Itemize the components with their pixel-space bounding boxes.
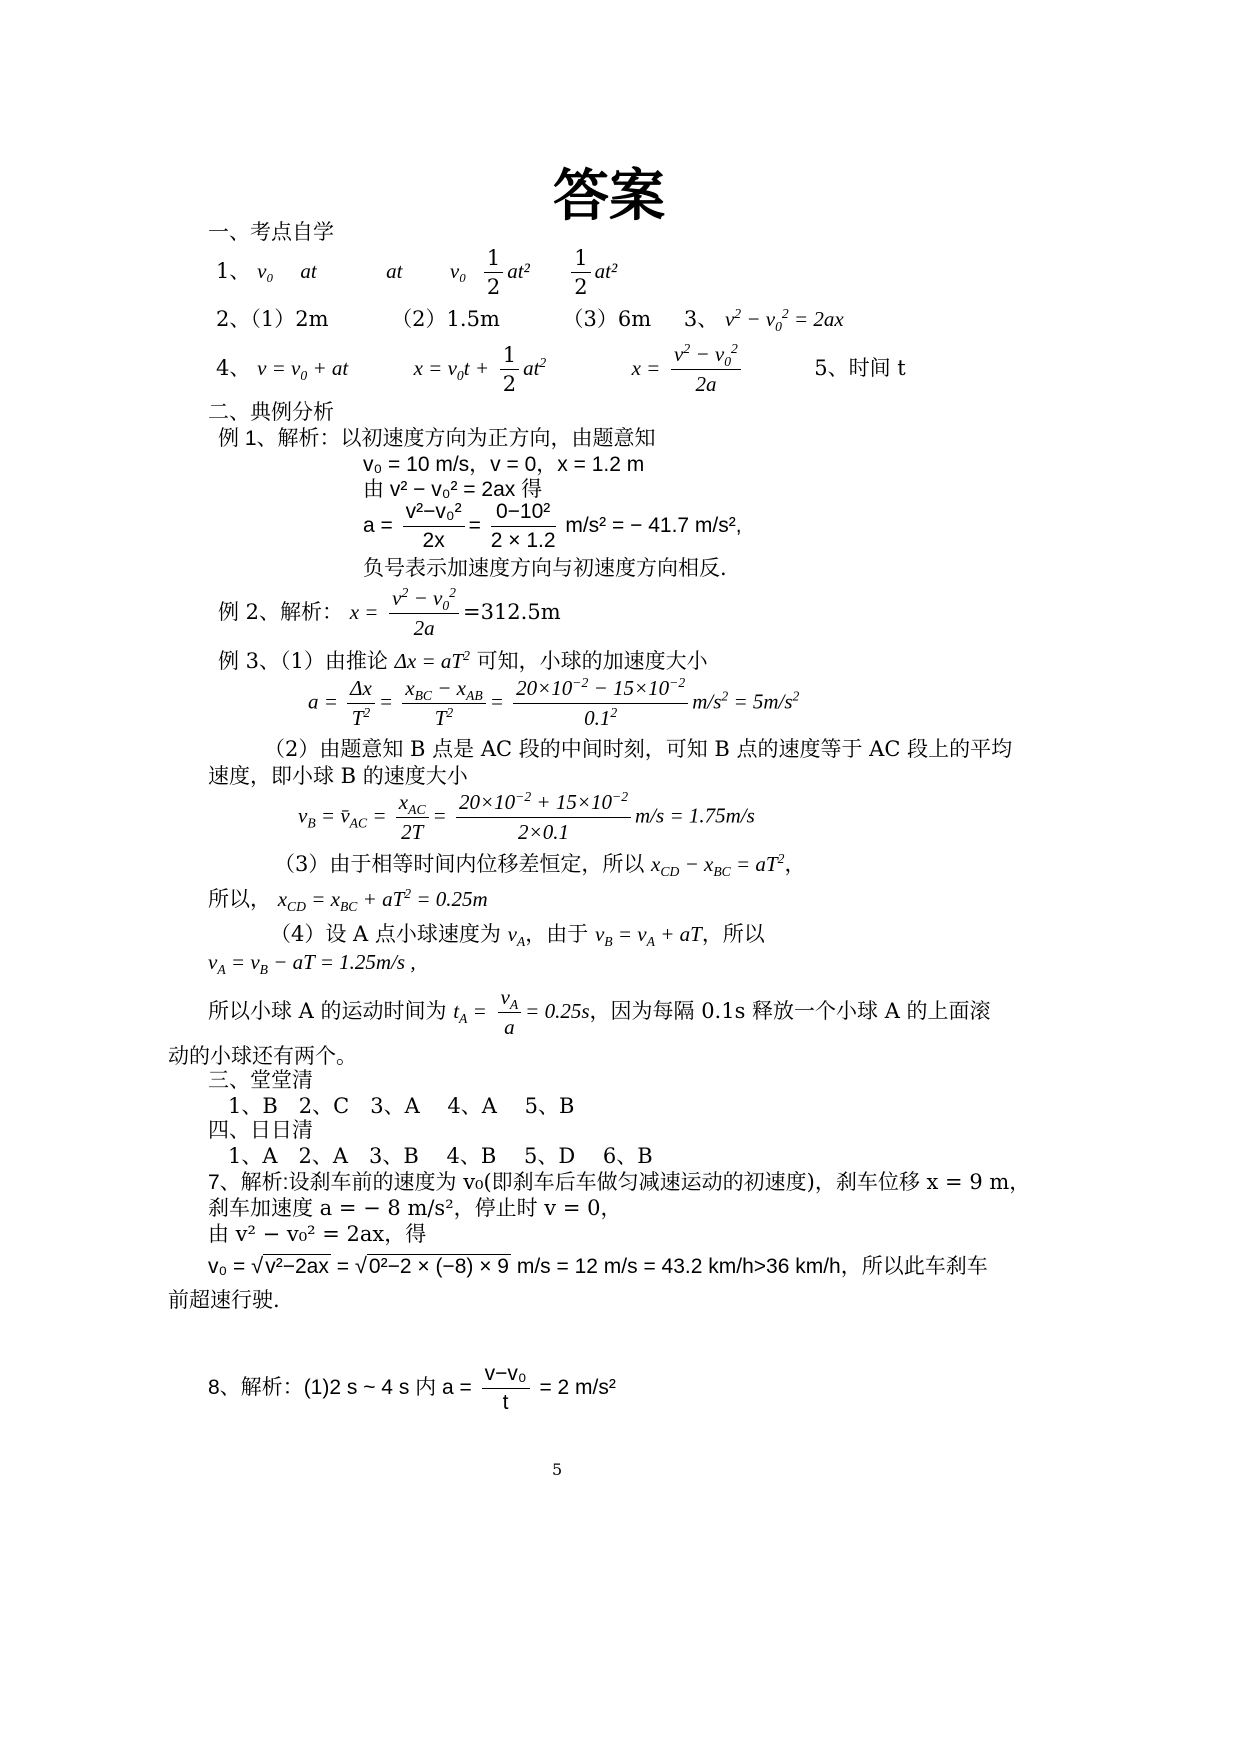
- q8-line: 8、解析：(1)2 s ~ 4 s 内 a = $\frac{\text{v−v₀}}{t}$ = 2 m/s²: [208, 1362, 616, 1414]
- q7-line-3: 由 v² − v₀² = 2ax，得: [208, 1222, 427, 1246]
- page-title: 答案: [553, 164, 665, 229]
- ex1-line-3: a = $\frac{\text{v²−v₀²}}{2x}$ = $\frac{\text{0−10²}}{2 \times 1.2}$ m/s² = − 41.7 m/s²,: [363, 500, 742, 552]
- ex3-line-4b: $v_A = v_B$ − aT = 1.25m/s ,: [208, 950, 416, 978]
- s3-answers: 1、B 2、C 3、A 4、A 5、B: [228, 1094, 575, 1118]
- ex3-line-3b: 所以， $x_{CD} = x_{BC} + aT^2 = 0.25m$: [208, 886, 488, 915]
- k4-line: 4、 $v = v_0$ + at $x = v_0t$ + $\frac{1}{2}$ $at^2$ x = $\frac{v^2 - v_0^2}{2a}$ 5、时间 t: [216, 341, 906, 396]
- section-heading-4: 四、日日清: [208, 1118, 313, 1142]
- ex3-velocity-formula: $v_B$ = $v̄_{AC}$ = $\frac{x_{AC}}{2T}$ = $\frac{20\times 10^{-2} + 15\times 10^{-2}}{2\times 0.1}$ m/s = 1.75m/s: [298, 789, 755, 844]
- ex3-line-2: （2）由题意知 B 点是 AC 段的中间时刻，可知 B 点的速度等于 AC 段上的平均: [264, 737, 1013, 761]
- ex3-line-5: 所以小球 A 的运动时间为 $t_A$ = $\frac{v_A}{a}$ = 0.25s，因为每隔 0.1s 释放一个小球 A 的上面滚: [208, 985, 991, 1039]
- s4-answers: 1、A 2、A 3、B 4、B 5、D 6、B: [228, 1144, 653, 1168]
- section-heading-1: 一、考点自学: [208, 220, 334, 244]
- q7-line-1: 7、解析:设刹车前的速度为 v₀(即刹车后车做匀减速运动的初速度)，刹车位移 x = 9 m，: [208, 1170, 1031, 1194]
- ex1-heading: 例 1、解析：以初速度方向为正方向，由题意知: [218, 426, 656, 450]
- ex3-line-4: （4）设 A 点小球速度为 $v_A$，由于 $v_B = v_A$ + aT，所以: [270, 922, 765, 950]
- ex1-line-2: 由 v² − v₀² = 2ax 得: [363, 478, 543, 501]
- ex1-note: 负号表示加速度方向与初速度方向相反.: [363, 556, 727, 580]
- q7-line-4: v₀ = √v²−2ax = √0²−2 × (−8) × 9 m/s = 12 m/s = 43.2 km/h>36 km/h，所以此车刹车: [208, 1253, 988, 1278]
- ex1-line-1: v₀ = 10 m/s，v = 0，x = 1.2 m: [363, 453, 645, 476]
- page-number: 5: [552, 1460, 563, 1479]
- k2-line: 2、（1）2m （2）1.5m （3）6m 3、 $v^2 - v_0^2 = 2ax$: [216, 306, 844, 335]
- ex3-line-3: （3）由于相等时间内位移差恒定，所以 $x_{CD} - x_{BC} = aT^2$，: [274, 851, 806, 880]
- q7-line-2: 刹车加速度 a = − 8 m/s²，停止时 v = 0，: [208, 1196, 622, 1220]
- ex2-line: 例 2、解析： x = $\frac{v^2 - v_0^2}{2a}$ =312.5m: [218, 585, 561, 640]
- section-heading-3: 三、堂堂清: [208, 1068, 313, 1092]
- section-heading-2: 二、典例分析: [208, 400, 334, 424]
- ex3-accel-formula: a = $\frac{\Delta x}{T^2}$ = $\frac{x_{BC} - x_{AB}}{T^2}$ = $\frac{20\times 10^{-2} - 15\times 10^{-2}}{0.1^2}$ $m/s^2 = 5m/s^2$: [308, 675, 800, 730]
- k1-line: 1、 v₀ at at v₀ $\frac{1}{2}$ at² $\frac{1}{2}$ at²: [216, 246, 618, 299]
- q7-line-5: 前超速行驶.: [168, 1288, 280, 1312]
- ex3-line-5c: 动的小球还有两个。: [168, 1044, 357, 1068]
- ex3-line-1: 例 3、（1）由推论 $\Delta x = aT^2$ 可知，小球的加速度大小: [218, 648, 708, 673]
- ex3-line-2b: 速度，即小球 B 的速度大小: [208, 764, 468, 788]
